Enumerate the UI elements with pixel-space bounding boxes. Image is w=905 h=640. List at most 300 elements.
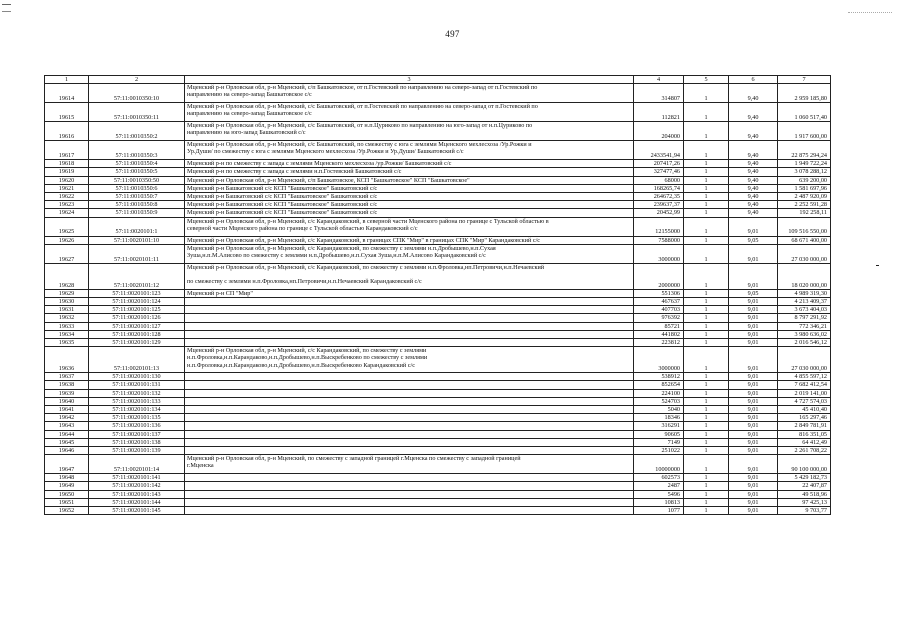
value-cell: 1 949 722,24 bbox=[778, 160, 831, 168]
area-cell: 524703 bbox=[634, 397, 684, 405]
value-cell: 7 682 412,54 bbox=[778, 381, 831, 389]
cadastral-number-cell: 57:11:0010350:7 bbox=[89, 193, 185, 201]
rate-cell: 9,05 bbox=[729, 236, 778, 244]
area-cell: 10000000 bbox=[634, 455, 684, 474]
count-cell: 1 bbox=[684, 193, 729, 201]
cadastral-number-cell: 57:11:0020101:132 bbox=[89, 389, 185, 397]
description-line: по смежеству с землями н.п.Фроловка,нп.Петровичи,н.п.Нечаевский Карандаковский с/с bbox=[187, 278, 422, 286]
value-cell: 2 849 781,91 bbox=[778, 422, 831, 430]
description-cell bbox=[185, 430, 634, 438]
row-number-cell: 19619 bbox=[45, 168, 89, 176]
rate-cell: 9,01 bbox=[729, 314, 778, 322]
row-number-cell: 19614 bbox=[45, 84, 89, 103]
description-cell bbox=[185, 474, 634, 482]
cadastral-number-cell: 57:11:0020101:10 bbox=[89, 236, 185, 244]
value-cell: 5 429 182,73 bbox=[778, 474, 831, 482]
count-cell: 1 bbox=[684, 339, 729, 347]
area-cell: 327477,46 bbox=[634, 168, 684, 176]
description-cell bbox=[185, 141, 634, 160]
row-number-cell: 19645 bbox=[45, 438, 89, 446]
cadastral-table bbox=[44, 75, 831, 515]
table-row bbox=[45, 322, 831, 330]
rate-cell: 9,40 bbox=[729, 122, 778, 141]
area-cell: 204000 bbox=[634, 122, 684, 141]
row-number-cell: 19615 bbox=[45, 103, 89, 122]
rate-cell: 9,01 bbox=[729, 482, 778, 490]
table-row bbox=[45, 209, 831, 217]
rate-cell: 9,01 bbox=[729, 474, 778, 482]
value-cell: 64 412,49 bbox=[778, 438, 831, 446]
count-cell: 1 bbox=[684, 209, 729, 217]
description-line: Мценский р-н Орловская обл, р-н Мценский, с/с Карандаковский, по смежеству с землями н.п.Дробышево,н.п.Сухая bbox=[187, 244, 496, 252]
row-number-cell: 19622 bbox=[45, 193, 89, 201]
rate-cell: 9,40 bbox=[729, 176, 778, 184]
count-cell: 1 bbox=[684, 306, 729, 314]
count-cell: 1 bbox=[684, 103, 729, 122]
description-cell bbox=[185, 160, 634, 168]
cadastral-number-cell: 57:11:0010350:8 bbox=[89, 201, 185, 209]
row-number-cell: 19618 bbox=[45, 160, 89, 168]
value-cell: 816 351,05 bbox=[778, 430, 831, 438]
table-row bbox=[45, 498, 831, 506]
cadastral-number-cell: 57:11:0010350:6 bbox=[89, 184, 185, 192]
count-cell: 1 bbox=[684, 447, 729, 455]
table-row bbox=[45, 263, 831, 289]
description-line: Мценский р-н Орловская обл, р-н Мценский, с/с Карандаковский, в северной части Мценского района по границе с Тульской областью в bbox=[187, 217, 549, 225]
column-header: 7 bbox=[778, 76, 831, 84]
cadastral-number-cell: 57:11:0020101:144 bbox=[89, 498, 185, 506]
description-cell bbox=[185, 347, 634, 373]
value-cell: 2 261 708,22 bbox=[778, 447, 831, 455]
description-line: Мценский р-н Орловская обл, р-н Мценский, по смежеству с западной границей г.Мценска по смежеству с западной границей bbox=[187, 455, 521, 463]
row-number-cell: 19621 bbox=[45, 184, 89, 192]
count-cell: 1 bbox=[684, 322, 729, 330]
value-cell: 45 410,40 bbox=[778, 406, 831, 414]
area-cell: 7149 bbox=[634, 438, 684, 446]
count-cell: 1 bbox=[684, 236, 729, 244]
cadastral-number-cell: 57:11:0020101:131 bbox=[89, 381, 185, 389]
area-cell: 2000000 bbox=[634, 263, 684, 289]
count-cell: 1 bbox=[684, 141, 729, 160]
value-cell: 3 078 288,12 bbox=[778, 168, 831, 176]
row-number-cell: 19635 bbox=[45, 339, 89, 347]
description-line: Мценский р-н Орловская обл, р-н Мценский, с/с Карандаковский, по смежеству с землями н.п.Фроловка,нп.Петровичи,н.п.Нечаевский bbox=[187, 263, 545, 271]
value-cell: 4 855 597,12 bbox=[778, 373, 831, 381]
table-row bbox=[45, 430, 831, 438]
value-cell: 165 297,46 bbox=[778, 414, 831, 422]
row-number-cell: 19652 bbox=[45, 507, 89, 515]
description-line: Ур.Души/ по смежеству с юга с землями Мценского мехлесхоза /Ур.Рожки и Ур.Души/ Башкатовский с/с bbox=[187, 148, 464, 156]
rate-cell: 9,01 bbox=[729, 389, 778, 397]
value-cell: 1 581 697,96 bbox=[778, 184, 831, 192]
table-row bbox=[45, 414, 831, 422]
row-number-cell: 19629 bbox=[45, 289, 89, 297]
cadastral-number-cell: 57:11:0020101:13 bbox=[89, 347, 185, 373]
row-number-cell: 19628 bbox=[45, 263, 89, 289]
description-line: Мценский р-н Орловская обл, р-н Мценский, с/с Башкатовский, по смежеству с юга с землями Мценского мехлесхоза /Ур.Рожки и bbox=[187, 141, 532, 149]
description-cell bbox=[185, 373, 634, 381]
value-cell: 49 518,96 bbox=[778, 490, 831, 498]
description-cell bbox=[185, 84, 634, 103]
scan-mark bbox=[848, 12, 892, 14]
table-row bbox=[45, 397, 831, 405]
scan-dot bbox=[876, 265, 879, 266]
description-line: Мценский р-н Башкатовский с/с КСП "Башкатовское" Башкатовский с/с bbox=[187, 193, 378, 201]
column-header: 2 bbox=[89, 76, 185, 84]
cadastral-number-cell: 57:11:0020101:123 bbox=[89, 289, 185, 297]
description-cell bbox=[185, 201, 634, 209]
rate-cell: 9,40 bbox=[729, 141, 778, 160]
rate-cell: 9,01 bbox=[729, 298, 778, 306]
count-cell: 1 bbox=[684, 217, 729, 236]
row-number-cell: 19634 bbox=[45, 330, 89, 338]
area-cell: 407703 bbox=[634, 306, 684, 314]
row-number-cell: 19644 bbox=[45, 430, 89, 438]
table-row bbox=[45, 455, 831, 474]
rate-cell: 9,40 bbox=[729, 84, 778, 103]
rate-cell: 9,01 bbox=[729, 306, 778, 314]
value-cell: 27 030 000,00 bbox=[778, 244, 831, 263]
area-cell: 852654 bbox=[634, 381, 684, 389]
cadastral-number-cell: 57:11:0020101:134 bbox=[89, 406, 185, 414]
table-body bbox=[45, 84, 831, 515]
cadastral-number-cell: 57:11:0020101:127 bbox=[89, 322, 185, 330]
row-number-cell: 19633 bbox=[45, 322, 89, 330]
scan-mark bbox=[2, 4, 11, 12]
rate-cell: 9,40 bbox=[729, 160, 778, 168]
value-cell: 109 516 550,00 bbox=[778, 217, 831, 236]
row-number-cell: 19643 bbox=[45, 422, 89, 430]
area-cell: 12155000 bbox=[634, 217, 684, 236]
description-cell bbox=[185, 184, 634, 192]
description-line: Мценский р-н по смежеству с запада с землями Мценского мехлесхоза /ур.Рожки/ Башкатовский с/с bbox=[187, 160, 452, 168]
count-cell: 1 bbox=[684, 347, 729, 373]
row-number-cell: 19651 bbox=[45, 498, 89, 506]
description-cell bbox=[185, 490, 634, 498]
count-cell: 1 bbox=[684, 455, 729, 474]
count-cell: 1 bbox=[684, 314, 729, 322]
row-number-cell: 19623 bbox=[45, 201, 89, 209]
area-cell: 223812 bbox=[634, 339, 684, 347]
value-cell: 18 020 000,00 bbox=[778, 263, 831, 289]
table-row bbox=[45, 103, 831, 122]
count-cell: 1 bbox=[684, 201, 729, 209]
column-header: 5 bbox=[684, 76, 729, 84]
area-cell: 1077 bbox=[634, 507, 684, 515]
table-row bbox=[45, 474, 831, 482]
cadastral-number-cell: 57:11:0010350:5 bbox=[89, 168, 185, 176]
description-line: Зуша,н.п.М.Алисово по смежеству с землями н.п.Дробышево,н.п.Сухая Зуша,н.п.М.Алисово Карандаковский с/с bbox=[187, 252, 486, 260]
count-cell: 1 bbox=[684, 298, 729, 306]
cadastral-number-cell: 57:11:0020101:12 bbox=[89, 263, 185, 289]
column-header: 3 bbox=[185, 76, 634, 84]
rate-cell: 9,40 bbox=[729, 201, 778, 209]
cadastral-number-cell: 57:11:0010350:9 bbox=[89, 209, 185, 217]
description-cell bbox=[185, 103, 634, 122]
description-cell bbox=[185, 438, 634, 446]
description-cell bbox=[185, 339, 634, 347]
area-cell: 10813 bbox=[634, 498, 684, 506]
rate-cell: 9,01 bbox=[729, 507, 778, 515]
row-number-cell: 19626 bbox=[45, 236, 89, 244]
cadastral-number-cell: 57:11:0020101:124 bbox=[89, 298, 185, 306]
description-line: Мценский р-н Орловская обл, р-н Мценский, с/п Башкатовское, КСП "Башкатовское" КСП "Башкатовское" bbox=[187, 176, 470, 184]
area-cell: 207417,26 bbox=[634, 160, 684, 168]
table-row bbox=[45, 406, 831, 414]
row-number-cell: 19616 bbox=[45, 122, 89, 141]
area-cell: 316291 bbox=[634, 422, 684, 430]
table-row bbox=[45, 201, 831, 209]
rate-cell: 9,01 bbox=[729, 322, 778, 330]
value-cell: 772 346,21 bbox=[778, 322, 831, 330]
description-cell bbox=[185, 209, 634, 217]
table-row bbox=[45, 168, 831, 176]
cadastral-number-cell: 57:11:0010350:3 bbox=[89, 141, 185, 160]
count-cell: 1 bbox=[684, 397, 729, 405]
description-cell bbox=[185, 176, 634, 184]
cadastral-number-cell: 57:11:0020101:138 bbox=[89, 438, 185, 446]
description-cell bbox=[185, 306, 634, 314]
row-number-cell: 19647 bbox=[45, 455, 89, 474]
description-cell bbox=[185, 397, 634, 405]
cadastral-number-cell: 57:11:0020101:136 bbox=[89, 422, 185, 430]
value-cell: 3 980 636,02 bbox=[778, 330, 831, 338]
cadastral-number-cell: 57:11:0020101:14 bbox=[89, 455, 185, 474]
rate-cell: 9,01 bbox=[729, 339, 778, 347]
column-header: 6 bbox=[729, 76, 778, 84]
area-cell: 2487 bbox=[634, 482, 684, 490]
count-cell: 1 bbox=[684, 389, 729, 397]
value-cell: 192 258,11 bbox=[778, 209, 831, 217]
description-cell bbox=[185, 389, 634, 397]
rate-cell: 9,01 bbox=[729, 244, 778, 263]
cadastral-number-cell: 57:11:0010350:10 bbox=[89, 84, 185, 103]
description-cell bbox=[185, 322, 634, 330]
description-cell bbox=[185, 314, 634, 322]
table-row bbox=[45, 289, 831, 297]
rate-cell: 9,01 bbox=[729, 373, 778, 381]
count-cell: 1 bbox=[684, 414, 729, 422]
description-cell bbox=[185, 381, 634, 389]
description-line: н.п.Фроловка,н.п.Карандаково,н.п.Дробышево,н.п.Выскребенково по смежеству с землями bbox=[187, 354, 428, 362]
table-row bbox=[45, 193, 831, 201]
value-cell: 2 487 920,09 bbox=[778, 193, 831, 201]
table-row bbox=[45, 389, 831, 397]
rate-cell: 9,05 bbox=[729, 289, 778, 297]
description-cell bbox=[185, 236, 634, 244]
cadastral-number-cell: 57:11:0020101:125 bbox=[89, 306, 185, 314]
count-cell: 1 bbox=[684, 430, 729, 438]
cadastral-number-cell: 57:11:0020101:130 bbox=[89, 373, 185, 381]
rate-cell: 9,01 bbox=[729, 330, 778, 338]
table-row bbox=[45, 422, 831, 430]
cadastral-number-cell: 57:11:0010350:11 bbox=[89, 103, 185, 122]
count-cell: 1 bbox=[684, 244, 729, 263]
description-cell bbox=[185, 217, 634, 236]
area-cell: 538912 bbox=[634, 373, 684, 381]
description-cell bbox=[185, 122, 634, 141]
value-cell: 9 703,77 bbox=[778, 507, 831, 515]
area-cell: 2433541,94 bbox=[634, 141, 684, 160]
count-cell: 1 bbox=[684, 406, 729, 414]
count-cell: 1 bbox=[684, 184, 729, 192]
count-cell: 1 bbox=[684, 160, 729, 168]
count-cell: 1 bbox=[684, 122, 729, 141]
row-number-cell: 19624 bbox=[45, 209, 89, 217]
cadastral-number-cell: 57:11:0020101:129 bbox=[89, 339, 185, 347]
area-cell: 3000000 bbox=[634, 347, 684, 373]
row-number-cell: 19640 bbox=[45, 397, 89, 405]
table-row bbox=[45, 176, 831, 184]
description-line: Мценский р-н по смежеству с запада с землями н.п.Гостевский Башкатовский с/с bbox=[187, 168, 402, 176]
count-cell: 1 bbox=[684, 289, 729, 297]
area-cell: 602573 bbox=[634, 474, 684, 482]
cadastral-number-cell: 57:11:0010350:4 bbox=[89, 160, 185, 168]
row-number-cell: 19638 bbox=[45, 381, 89, 389]
value-cell: 1 917 600,00 bbox=[778, 122, 831, 141]
rate-cell: 9,01 bbox=[729, 347, 778, 373]
table-row bbox=[45, 438, 831, 446]
table-row bbox=[45, 347, 831, 373]
value-cell: 4 989 319,30 bbox=[778, 289, 831, 297]
cadastral-number-cell: 57:11:0010350:50 bbox=[89, 176, 185, 184]
description-cell bbox=[185, 455, 634, 474]
row-number-cell: 19636 bbox=[45, 347, 89, 373]
value-cell: 1 060 517,40 bbox=[778, 103, 831, 122]
column-header: 1 bbox=[45, 76, 89, 84]
area-cell: 5040 bbox=[634, 406, 684, 414]
table-row bbox=[45, 184, 831, 192]
description-cell bbox=[185, 244, 634, 263]
table-row bbox=[45, 339, 831, 347]
cadastral-number-cell: 57:11:0020101:143 bbox=[89, 490, 185, 498]
cadastral-number-cell: 57:11:0020101:139 bbox=[89, 447, 185, 455]
description-line: Мценский р-н Башкатовский с/с КСП "Башкатовское" Башкатовский с/с bbox=[187, 209, 378, 217]
cadastral-number-cell: 57:11:0020101:142 bbox=[89, 482, 185, 490]
area-cell: 85721 bbox=[634, 322, 684, 330]
area-cell: 18346 bbox=[634, 414, 684, 422]
count-cell: 1 bbox=[684, 263, 729, 289]
value-cell: 2 959 185,80 bbox=[778, 84, 831, 103]
row-number-cell: 19641 bbox=[45, 406, 89, 414]
table-row bbox=[45, 236, 831, 244]
rate-cell: 9,40 bbox=[729, 103, 778, 122]
description-cell bbox=[185, 447, 634, 455]
table-row bbox=[45, 381, 831, 389]
description-line: Мценский р-н СП "Мир" bbox=[187, 289, 253, 297]
description-line: Мценский р-н Орловская обл, р-н Мценский, с/с Карандаковский, по смежеству с землями bbox=[187, 347, 427, 355]
count-cell: 1 bbox=[684, 490, 729, 498]
value-cell: 3 673 404,03 bbox=[778, 306, 831, 314]
description-cell bbox=[185, 422, 634, 430]
value-cell: 2 019 141,00 bbox=[778, 389, 831, 397]
description-line: н.п.Фроловка,н.п.Карандаково,н.п.Дробышево,н.п.Выскребенково Карандаковский с/с bbox=[187, 361, 416, 369]
cadastral-number-cell: 57:11:0020101:135 bbox=[89, 414, 185, 422]
count-cell: 1 bbox=[684, 422, 729, 430]
rate-cell: 9,01 bbox=[729, 414, 778, 422]
area-cell: 3000000 bbox=[634, 244, 684, 263]
row-number-cell: 19648 bbox=[45, 474, 89, 482]
rate-cell: 9,01 bbox=[729, 422, 778, 430]
value-cell: 68 671 400,00 bbox=[778, 236, 831, 244]
table-row bbox=[45, 490, 831, 498]
row-number-cell: 19627 bbox=[45, 244, 89, 263]
rate-cell: 9,40 bbox=[729, 193, 778, 201]
rate-cell: 9,01 bbox=[729, 447, 778, 455]
area-cell: 5496 bbox=[634, 490, 684, 498]
cadastral-number-cell: 57:11:0010350:2 bbox=[89, 122, 185, 141]
table-row bbox=[45, 298, 831, 306]
rate-cell: 9,40 bbox=[729, 184, 778, 192]
count-cell: 1 bbox=[684, 176, 729, 184]
row-number-cell: 19631 bbox=[45, 306, 89, 314]
description-line: Мценский р-н Орловская обл, р-н Мценский, с/с Башкатовский, от н.п.Цуриково по направлению на юго-запад от н.п.Цуриково по bbox=[187, 122, 533, 130]
row-number-cell: 19637 bbox=[45, 373, 89, 381]
description-line: Мценский р-н Орловская обл, р-н Мценский, с/с Карандаковский, в границах СПК "Мир" в границах СПК "Мир" Карандаковский с/с bbox=[187, 236, 541, 244]
table-row bbox=[45, 447, 831, 455]
area-cell: 441802 bbox=[634, 330, 684, 338]
value-cell: 27 030 000,00 bbox=[778, 347, 831, 373]
description-cell bbox=[185, 507, 634, 515]
rate-cell: 9,01 bbox=[729, 406, 778, 414]
rate-cell: 9,01 bbox=[729, 498, 778, 506]
rate-cell: 9,40 bbox=[729, 168, 778, 176]
area-cell: 239637,37 bbox=[634, 201, 684, 209]
rate-cell: 9,01 bbox=[729, 381, 778, 389]
row-number-cell: 19632 bbox=[45, 314, 89, 322]
cadastral-number-cell: 57:11:0020101:145 bbox=[89, 507, 185, 515]
rate-cell: 9,40 bbox=[729, 209, 778, 217]
area-cell: 314807 bbox=[634, 84, 684, 103]
value-cell: 90 100 000,00 bbox=[778, 455, 831, 474]
cadastral-number-cell: 57:11:0020101:133 bbox=[89, 397, 185, 405]
value-cell: 4 213 409,37 bbox=[778, 298, 831, 306]
row-number-cell: 19639 bbox=[45, 389, 89, 397]
value-cell: 8 797 291,92 bbox=[778, 314, 831, 322]
description-line: направлению на юго-запад Башкатовский с/с bbox=[187, 129, 306, 137]
row-number-cell: 19650 bbox=[45, 490, 89, 498]
area-cell: 551306 bbox=[634, 289, 684, 297]
cadastral-number-cell: 57:11:0020101:11 bbox=[89, 244, 185, 263]
table-header-row bbox=[45, 76, 831, 84]
area-cell: 7588000 bbox=[634, 236, 684, 244]
description-line: северной части Мценского района по границе с Тульской областью Карандаковский с/с bbox=[187, 224, 418, 232]
description-line: г.Мценска bbox=[187, 462, 214, 470]
description-line: направлению на северо-запад Башкатовское с/с bbox=[187, 91, 312, 99]
cadastral-number-cell: 57:11:0020101:141 bbox=[89, 474, 185, 482]
cadastral-number-cell: 57:11:0020101:1 bbox=[89, 217, 185, 236]
description-line: Мценский р-н Орловская обл, р-н Мценский, с/с Башкатовский, от п.Гостевский по направлению на северо-запад от п.Гостевский по bbox=[187, 103, 538, 111]
rate-cell: 9,01 bbox=[729, 430, 778, 438]
description-cell bbox=[185, 263, 634, 289]
rate-cell: 9,01 bbox=[729, 263, 778, 289]
rate-cell: 9,01 bbox=[729, 217, 778, 236]
area-cell: 20452,99 bbox=[634, 209, 684, 217]
description-cell bbox=[185, 406, 634, 414]
value-cell: 2 252 591,28 bbox=[778, 201, 831, 209]
row-number-cell: 19617 bbox=[45, 141, 89, 160]
cadastral-number-cell: 57:11:0020101:128 bbox=[89, 330, 185, 338]
value-cell: 22 875 294,24 bbox=[778, 141, 831, 160]
count-cell: 1 bbox=[684, 84, 729, 103]
table-row bbox=[45, 160, 831, 168]
row-number-cell: 19649 bbox=[45, 482, 89, 490]
area-cell: 168265,74 bbox=[634, 184, 684, 192]
description-cell bbox=[185, 168, 634, 176]
row-number-cell: 19630 bbox=[45, 298, 89, 306]
table-row bbox=[45, 373, 831, 381]
count-cell: 1 bbox=[684, 168, 729, 176]
